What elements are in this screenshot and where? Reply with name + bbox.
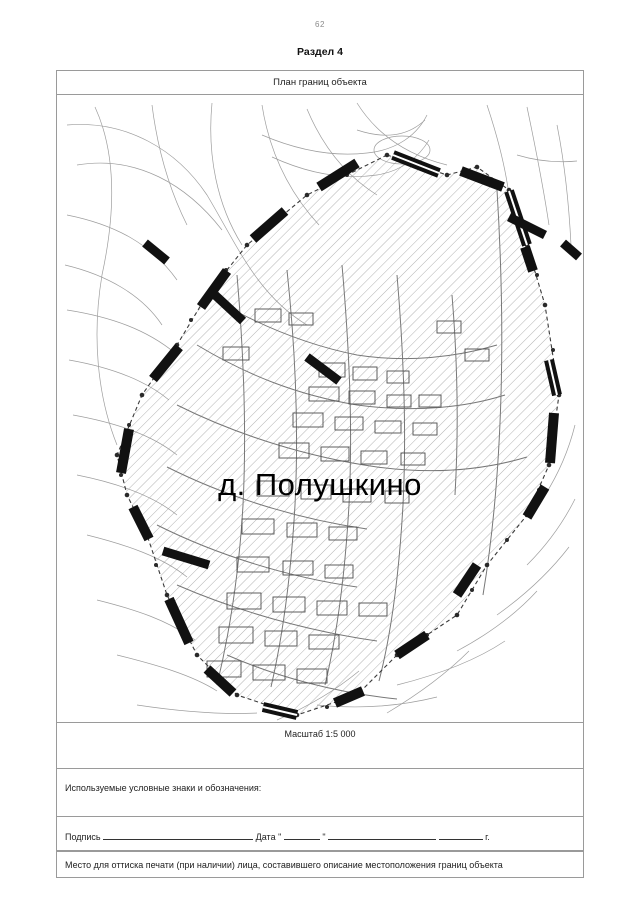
plan-header: План границ объекта bbox=[57, 71, 583, 95]
date-quote: " bbox=[322, 832, 326, 842]
signature-row bbox=[57, 817, 583, 851]
section-title: Раздел 4 bbox=[297, 46, 343, 58]
scale-row bbox=[57, 723, 583, 769]
settlement-label: д. Полушкино bbox=[218, 467, 422, 502]
date-label: Дата " bbox=[255, 832, 282, 842]
signature-label: Подпись bbox=[65, 832, 101, 842]
scale-label: Масштаб 1:5 000 bbox=[284, 729, 356, 739]
legend-label: Используемые условные знаки и обозначения: bbox=[65, 783, 262, 793]
legend-row bbox=[57, 769, 583, 817]
stamp-text: Место для оттиска печати (при наличии) лица, составившего описание местоположения границ объекта bbox=[65, 860, 503, 870]
signature-blank[interactable] bbox=[103, 829, 253, 840]
date-year-blank[interactable] bbox=[439, 829, 483, 840]
date-day-blank[interactable] bbox=[284, 829, 320, 840]
plan-frame bbox=[56, 70, 584, 878]
map-area bbox=[57, 95, 583, 723]
stamp-row bbox=[57, 851, 583, 870]
page-number: 62 bbox=[315, 20, 325, 29]
signature-line bbox=[65, 829, 575, 842]
date-month-blank[interactable] bbox=[328, 829, 436, 840]
year-suffix: г. bbox=[485, 832, 490, 842]
boundary-plan-map bbox=[57, 95, 583, 722]
